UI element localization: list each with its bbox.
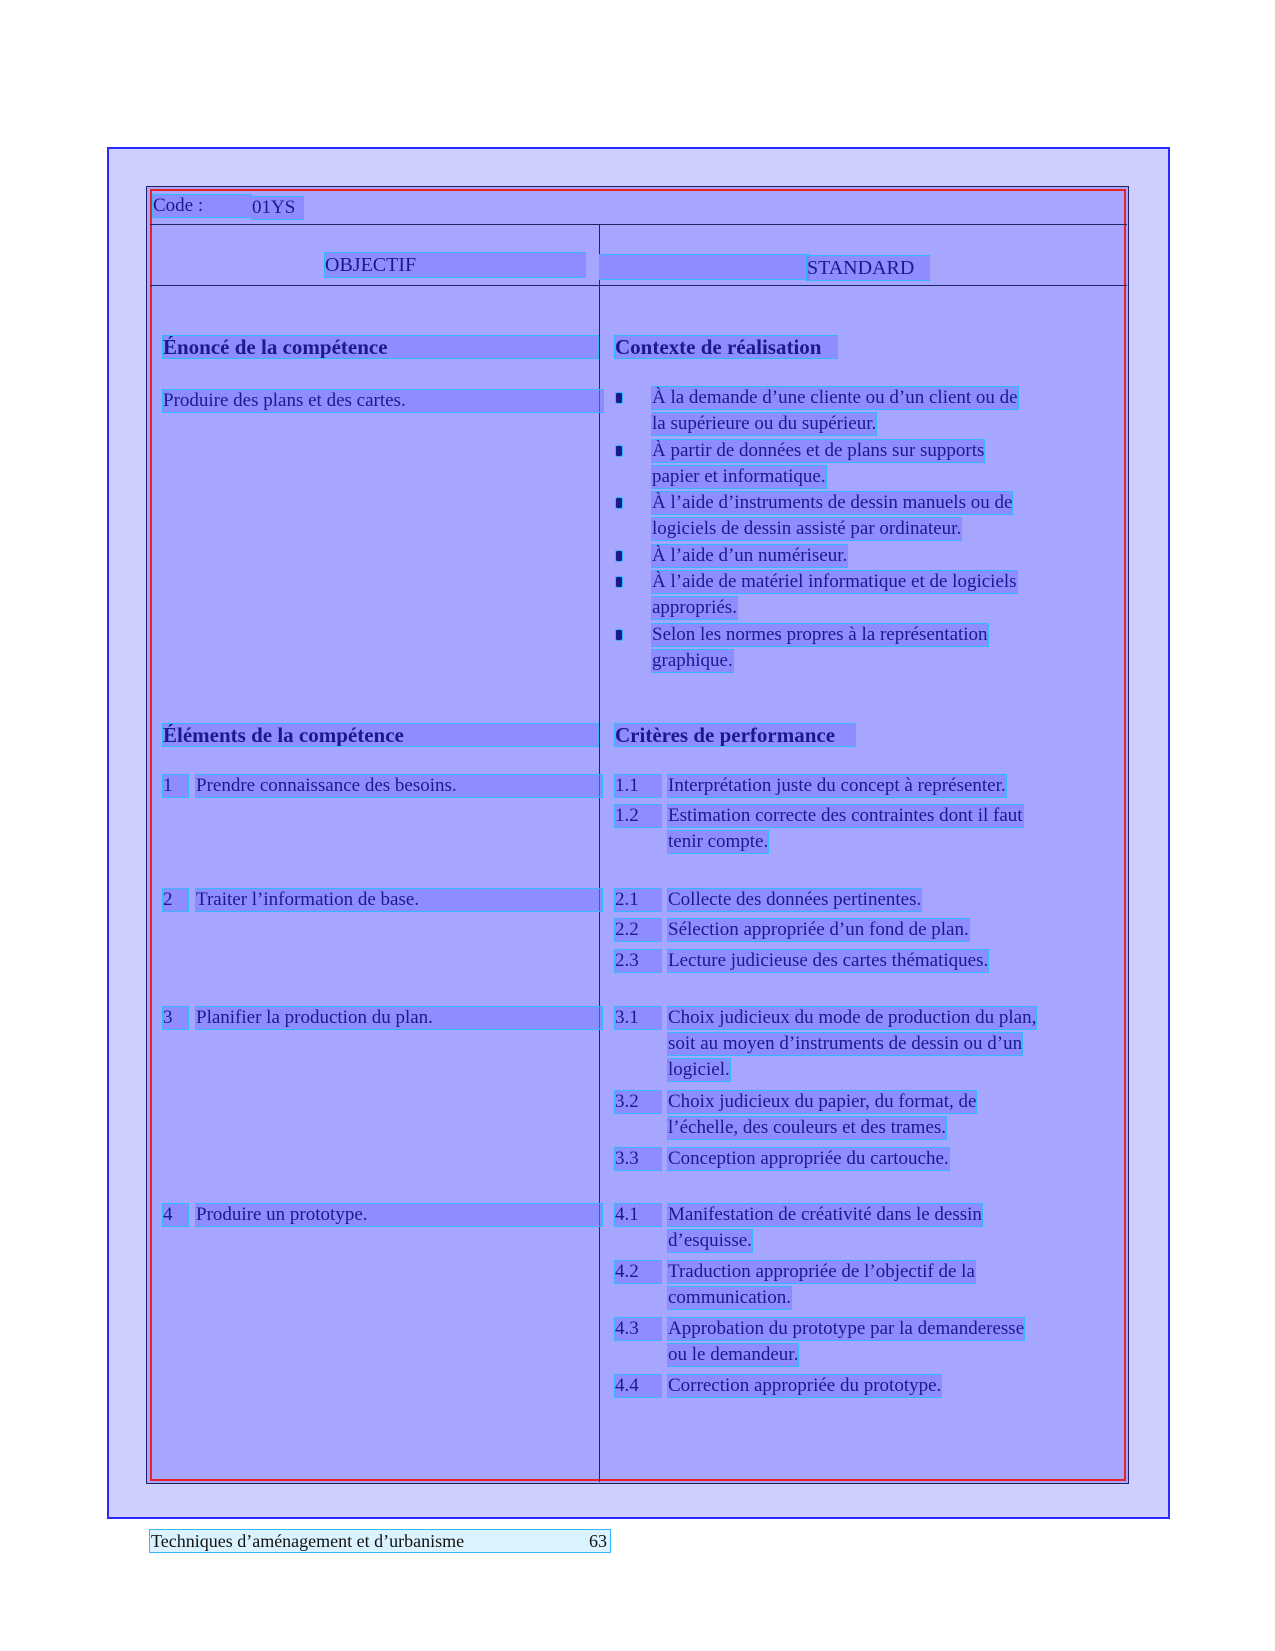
critere-line: Sélection appropriée d’un fond de plan. xyxy=(668,919,969,940)
critere-num: 4.4 xyxy=(615,1375,661,1397)
bullet-6 xyxy=(616,630,622,640)
footer-program: Techniques d’aménagement et d’urbanisme xyxy=(151,1531,465,1551)
element-text-1: Prendre connaissance des besoins. xyxy=(196,775,602,797)
critere-line: Estimation correcte des contraintes dont il faut xyxy=(668,805,1023,826)
contexte-line-3: À partir de données et de plans sur supports xyxy=(652,440,985,461)
contexte-title: Contexte de réalisation xyxy=(615,336,837,358)
footer-page-number: 63 xyxy=(589,1531,607,1551)
enonce-title: Énoncé de la compétence xyxy=(163,336,598,358)
elements-title: Éléments de la compétence xyxy=(163,724,598,746)
critere-line: tenir compte. xyxy=(668,831,769,852)
critere-num: 2.3 xyxy=(615,950,661,972)
critere-line: soit au moyen d’instruments de dessin ou d’un xyxy=(668,1033,1023,1054)
divider-header xyxy=(150,285,1127,286)
critere-num: 2.1 xyxy=(615,889,661,911)
contexte-line-10: Selon les normes propres à la représentation xyxy=(652,624,988,645)
contexte-line-9: appropriés. xyxy=(652,597,737,618)
column-header-objectif: OBJECTIF xyxy=(325,253,585,277)
code-label: Code : xyxy=(153,195,251,217)
critere-num: 4.2 xyxy=(615,1261,661,1283)
critere-num: 2.2 xyxy=(615,919,661,941)
element-text-4: Produire un prototype. xyxy=(196,1204,602,1226)
contexte-line-4: papier et informatique. xyxy=(652,466,826,487)
contexte-line-11: graphique. xyxy=(652,650,733,671)
critere-num: 3.1 xyxy=(615,1007,661,1029)
element-num-3: 3 xyxy=(163,1007,188,1029)
critere-num: 1.1 xyxy=(615,775,661,797)
critere-line: communication. xyxy=(668,1287,791,1308)
critere-num: 4.1 xyxy=(615,1204,661,1226)
critere-line: Choix judicieux du mode de production du plan, xyxy=(668,1007,1037,1028)
contexte-line-2: la supérieure ou du supérieur. xyxy=(652,413,877,434)
critere-line: Collecte des données pertinentes. xyxy=(668,889,922,910)
critere-line: Correction appropriée du prototype. xyxy=(668,1375,942,1396)
element-num-4: 4 xyxy=(163,1204,188,1226)
divider-code xyxy=(150,224,1127,225)
bullet-1 xyxy=(616,393,622,403)
critere-line: Choix judicieux du papier, du format, de xyxy=(668,1091,977,1112)
element-num-2: 2 xyxy=(163,889,188,911)
contexte-line-8: À l’aide de matériel informatique et de logiciels xyxy=(652,571,1017,592)
critere-line: d’esquisse. xyxy=(668,1230,752,1251)
critere-line: Lecture judicieuse des cartes thématiques. xyxy=(668,950,989,971)
critere-line: Conception appropriée du cartouche. xyxy=(668,1148,949,1169)
critere-num: 3.2 xyxy=(615,1091,661,1113)
critere-line: logiciel. xyxy=(668,1059,730,1080)
criteres-title: Critères de performance xyxy=(615,724,855,746)
critere-num: 4.3 xyxy=(615,1318,661,1340)
column-header-band xyxy=(600,255,809,279)
critere-line: Interprétation juste du concept à représenter. xyxy=(668,775,1006,796)
contexte-line-6: logiciels de dessin assisté par ordinateur. xyxy=(652,518,962,539)
critere-line: Traduction appropriée de l’objectif de la xyxy=(668,1261,975,1282)
contexte-line-5: À l’aide d’instruments de dessin manuels ou de xyxy=(652,492,1013,513)
column-divider xyxy=(599,224,600,1482)
bullet-2 xyxy=(616,446,622,456)
critere-line: Manifestation de créativité dans le dessin xyxy=(668,1204,982,1225)
competency-table xyxy=(146,186,1129,1484)
bullet-5 xyxy=(616,577,622,587)
contexte-line-7: À l’aide d’un numériseur. xyxy=(652,545,848,566)
element-text-3: Planifier la production du plan. xyxy=(196,1007,602,1029)
bullet-4 xyxy=(616,551,622,561)
element-text-2: Traiter l’information de base. xyxy=(196,889,602,911)
critere-line: ou le demandeur. xyxy=(668,1344,799,1365)
column-header-standard: STANDARD xyxy=(807,256,929,280)
element-num-1: 1 xyxy=(163,775,188,797)
critere-num: 1.2 xyxy=(615,805,661,827)
critere-line: l’échelle, des couleurs et des trames. xyxy=(668,1117,947,1138)
code-value: 01YS xyxy=(252,197,303,219)
bullet-3 xyxy=(616,498,622,508)
enonce-text: Produire des plans et des cartes. xyxy=(163,390,603,412)
contexte-line-1: À la demande d’une cliente ou d’un client ou de xyxy=(652,387,1018,408)
critere-line: Approbation du prototype par la demanderesse xyxy=(668,1318,1025,1339)
critere-num: 3.3 xyxy=(615,1148,661,1170)
